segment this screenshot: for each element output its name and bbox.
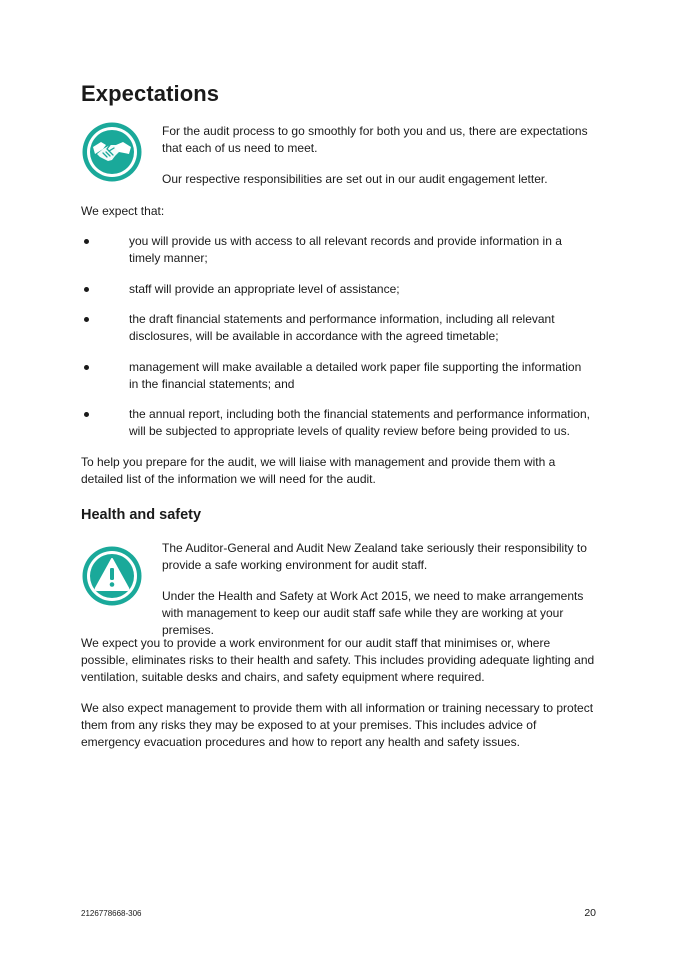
warning-icon <box>81 545 143 607</box>
bullet-marker <box>84 287 89 292</box>
list-item: management will make available a detailed work paper file supporting the information in the financial statements; and <box>129 360 582 391</box>
health-paragraph-1: We expect you to provide a work environment for our audit staff that minimises or, where possible, eliminates risks to their health and safety. This includes providing adequate lighting and ventilation, suitable desks and chairs, and safety equipment where required. <box>81 636 595 684</box>
page-title: Expectations <box>81 81 220 106</box>
bullet-marker <box>84 317 89 322</box>
intro-paragraph-2: Our respective responsibilities are set out in our audit engagement letter. <box>162 172 548 186</box>
intro-paragraph-1: For the audit process to go smoothly for both you and us, there are expectations that each of us need to meet. <box>162 124 588 155</box>
help-paragraph: To help you prepare for the audit, we will liaise with management and provide them with a detailed list of the information we will need for the audit. <box>81 455 556 486</box>
page-number: 20 <box>584 907 596 919</box>
document-number: 2126778668-306 <box>81 909 142 918</box>
health-intro-paragraph-1: The Auditor-General and Audit New Zealand take seriously their responsibility to provide a safe working environment for audit staff. <box>162 541 587 572</box>
list-item: you will provide us with access to all relevant records and provide information in a timely manner; <box>129 234 562 265</box>
section-heading-health-safety: Health and safety <box>81 507 202 523</box>
health-intro-paragraph-2: Under the Health and Safety at Work Act 2015, we need to make arrangements with management to keep our audit staff safe while they are working at your premises. <box>162 589 584 637</box>
bullet-marker <box>84 365 89 370</box>
health-paragraph-2: We also expect management to provide them with all information or training necessary to protect them from any risks they may be exposed to at your premises. This includes advice of emergency evacuation procedures and how to report any health and safety issues. <box>81 701 594 749</box>
handshake-icon <box>81 121 143 183</box>
bullet-marker <box>84 239 89 244</box>
we-expect-label: We expect that: <box>81 204 165 218</box>
list-item: staff will provide an appropriate level of assistance; <box>129 282 400 296</box>
list-item: the annual report, including both the financial statements and performance information, will be subjected to appropriate levels of quality review before being provided to us. <box>129 407 590 438</box>
bullet-marker <box>84 412 89 417</box>
list-item: the draft financial statements and performance information, including all relevant disclosures, will be available in accordance with the agreed timetable; <box>129 312 555 343</box>
